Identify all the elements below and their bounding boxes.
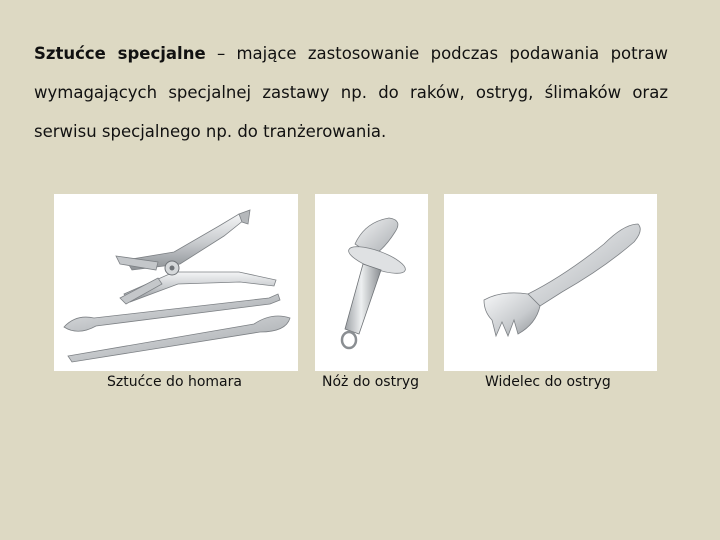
paragraph-line-1 xyxy=(34,34,668,73)
lobster-cutlery-image xyxy=(54,194,298,371)
term-bold: Sztućce specjalne xyxy=(34,44,206,63)
caption-oyster-knife: Nóż do ostryg xyxy=(322,374,420,390)
term-definition: – mające zastosowanie podczas podawania potraw xyxy=(205,44,668,63)
paragraph-line-2: wymagających specjalnej zastawy np. do raków, ostryg, ślimaków oraz xyxy=(34,83,668,102)
oyster-fork-image xyxy=(444,194,657,371)
oyster-knife-icon xyxy=(315,194,428,371)
caption-oyster-fork: Widelec do ostryg xyxy=(485,374,611,390)
paragraph-line-3: serwisu specjalnego np. do tranżerowania. xyxy=(34,122,387,141)
caption-lobster-cutlery: Sztućce do homara xyxy=(107,374,242,390)
lobster-cutlery-icon xyxy=(54,194,298,371)
oyster-knife-image xyxy=(315,194,428,371)
body-paragraph xyxy=(34,34,668,151)
oyster-fork-icon xyxy=(444,194,657,371)
